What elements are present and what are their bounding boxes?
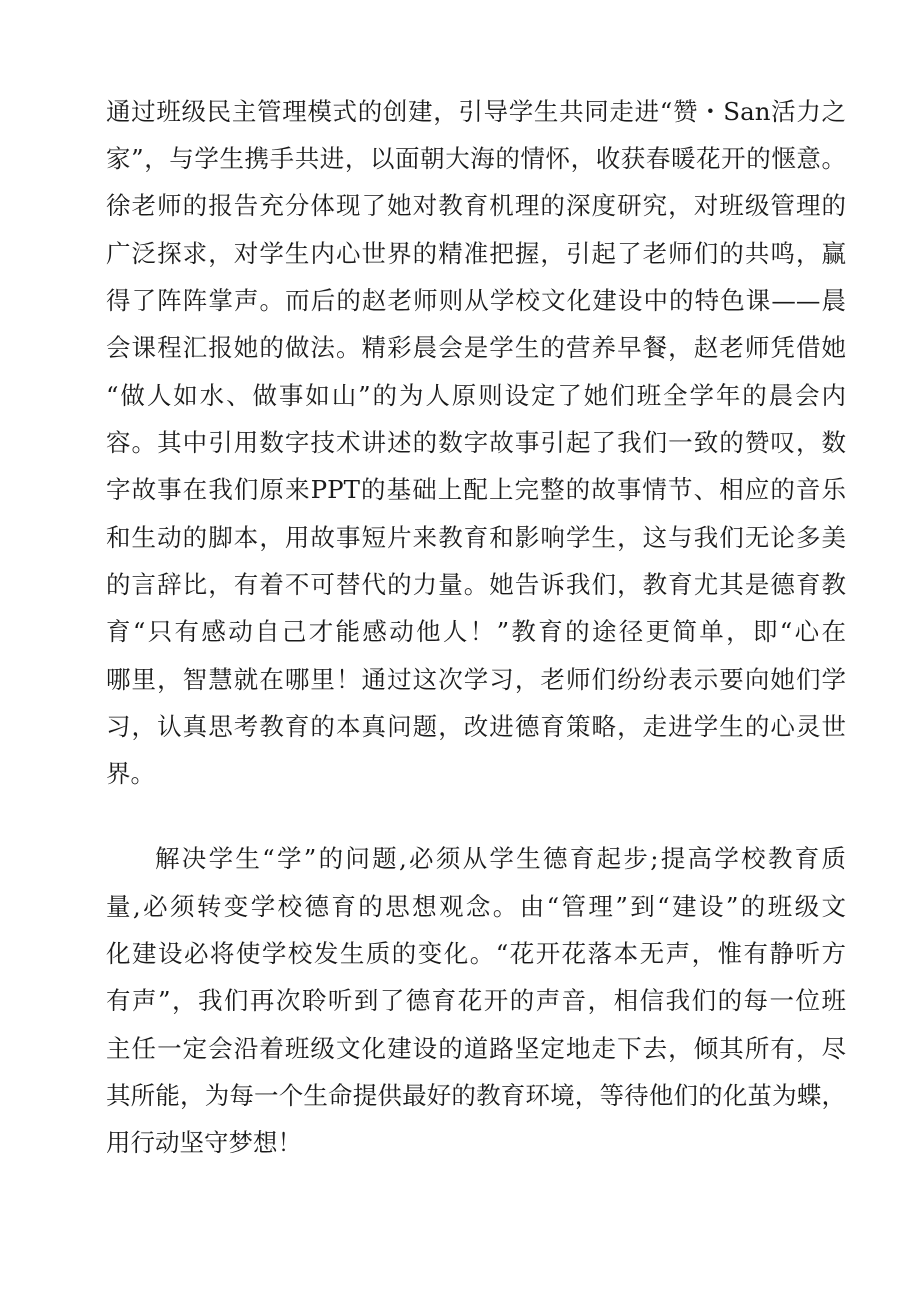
- paragraph-1-line-4: 广泛探求，对学生内心世界的精准把握，引起了老师们的共鸣，赢: [106, 239, 846, 268]
- paragraph-1-line-13: 哪里，智慧就在哪里！通过这次学习，老师们纷纷表示要向她们学: [106, 665, 846, 694]
- paragraph-2-line-2: 量,必须转变学校德育的思想观念。由“管理”到“建设”的班级文: [106, 892, 846, 921]
- paragraph-1-line-2: 家”，与学生携手共进，以面朝大海的情怀，收获春暖花开的惬意。: [106, 144, 846, 173]
- paragraph-1-line-3: 徐老师的报告充分体现了她对教育机理的深度研究，对班级管理的: [106, 191, 846, 220]
- paragraph-2-line-4: 有声”，我们再次聆听到了德育花开的声音，相信我们的每一位班: [106, 986, 846, 1015]
- paragraph-2-line-5: 主任一定会沿着班级文化建设的道路坚定地走下去，倾其所有，尽: [106, 1034, 846, 1063]
- paragraph-2-line-7: 用行动坚守梦想！: [106, 1128, 302, 1157]
- paragraph-1-line-1: 通过班级民主管理模式的创建，引导学生共同走进“赞・San活力之: [106, 97, 846, 126]
- paragraph-1-line-12: 育“只有感动自己才能感动他人！”教育的途径更简单，即“心在: [106, 617, 846, 646]
- paragraph-1-line-9: 字故事在我们原来PPT的基础上配上完整的故事情节、相应的音乐: [106, 475, 846, 504]
- paragraph-2-line-6: 其所能，为每一个生命提供最好的教育环境，等待他们的化茧为蝶，: [106, 1081, 846, 1110]
- paragraph-1-line-14: 习，认真思考教育的本真问题，改进德育策略，走进学生的心灵世: [106, 712, 846, 741]
- paragraph-2-line-1: 解决学生“学”的问题,必须从学生德育起步;提高学校教育质: [155, 844, 846, 873]
- paragraph-1-line-7: “做人如水、做事如山”的为人原则设定了她们班全学年的晨会内: [106, 381, 846, 410]
- paragraph-2-line-3: 化建设必将使学校发生质的变化。“花开花落本无声，惟有静听方: [106, 939, 846, 968]
- paragraph-1-line-8: 容。其中引用数字技术讲述的数字故事引起了我们一致的赞叹，数: [106, 428, 846, 457]
- paragraph-1-line-15: 界。: [106, 759, 155, 788]
- paragraph-1-line-11: 的言辞比，有着不可替代的力量。她告诉我们，教育尤其是德育教: [106, 570, 846, 599]
- paragraph-1-line-5: 得了阵阵掌声。而后的赵老师则从学校文化建设中的特色课——晨: [106, 286, 846, 315]
- paragraph-1-line-6: 会课程汇报她的做法。精彩晨会是学生的营养早餐，赵老师凭借她: [106, 333, 846, 362]
- paragraph-1-line-10: 和生动的脚本，用故事短片来教育和影响学生，这与我们无论多美: [106, 523, 846, 552]
